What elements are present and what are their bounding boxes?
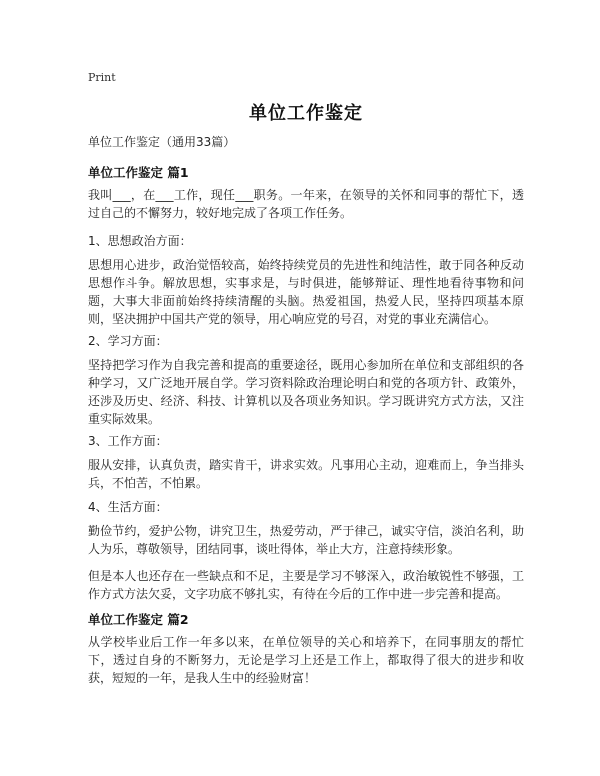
item-text-life: 勤俭节约，爱护公物，讲究卫生，热爱劳动，严于律己，诚实守信，淡泊名利，助人为乐，尊敬领导，团结同事，谈吐得体，举止大方，注意持续形象。	[88, 524, 524, 556]
item-text-work: 服从安排，认真负责，踏实肯干，讲求实效。凡事用心主动，迎难而上，争当排头兵，不怕苦，不怕累。	[88, 458, 524, 490]
item-label-study: 2、学习方面：	[88, 334, 168, 348]
section-2-intro: 从学校毕业后工作一年多以来，在单位领导的关心和培养下，在同事朋友的帮忙下，透过自身的不断努力，无论是学习上还是工作上，都取得了很大的进步和收获，短短的一年，是我人生中的经验财富！	[88, 635, 524, 685]
document-title: 单位工作鉴定	[249, 103, 363, 124]
item-text-politics: 思想用心进步，政治觉悟较高，始终持续党员的先进性和纯洁性，敢于同各种反动思想作斗争。解放思想，实事求是，与时俱进，能够辩证、理性地看待事物和问题，大事大非面前始终持续清醒的头脑。热爱祖国，热爱人民，坚持四项基本原则，坚决拥护中国共产党的领导，用心响应党的号召，对党的事业充满信心。	[88, 258, 524, 326]
section-heading-2: 单位工作鉴定 篇2	[88, 612, 189, 627]
section-heading-1: 单位工作鉴定 篇1	[88, 165, 189, 180]
print-label: Print	[88, 71, 116, 84]
section-1-intro: 我叫___，在___工作，现任___职务。一年来，在领导的关怀和同事的帮忙下，透过自己的不懈努力，较好地完成了各项工作任务。	[88, 188, 524, 220]
item-text-study: 坚持把学习作为自我完善和提高的重要途径，既用心参加所在单位和支部组织的各种学习，又广泛地开展自学。学习资料除政治理论明白和党的各项方针、政策外，还涉及历史、经济、科技、计算机以及各项业务知识。学习既讲究方式方法，又注重实际效果。	[88, 358, 524, 426]
section-1-closing: 但是本人也还存在一些缺点和不足，主要是学习不够深入，政治敏锐性不够强，工作方式方法欠妥，文字功底不够扎实，有待在今后的工作中进一步完善和提高。	[88, 569, 524, 601]
item-label-work: 3、工作方面：	[88, 434, 168, 448]
document-subtitle: 单位工作鉴定（通用33篇）	[88, 135, 236, 149]
item-label-life: 4、生活方面：	[88, 500, 168, 514]
item-label-politics: 1、思想政治方面：	[88, 234, 192, 248]
